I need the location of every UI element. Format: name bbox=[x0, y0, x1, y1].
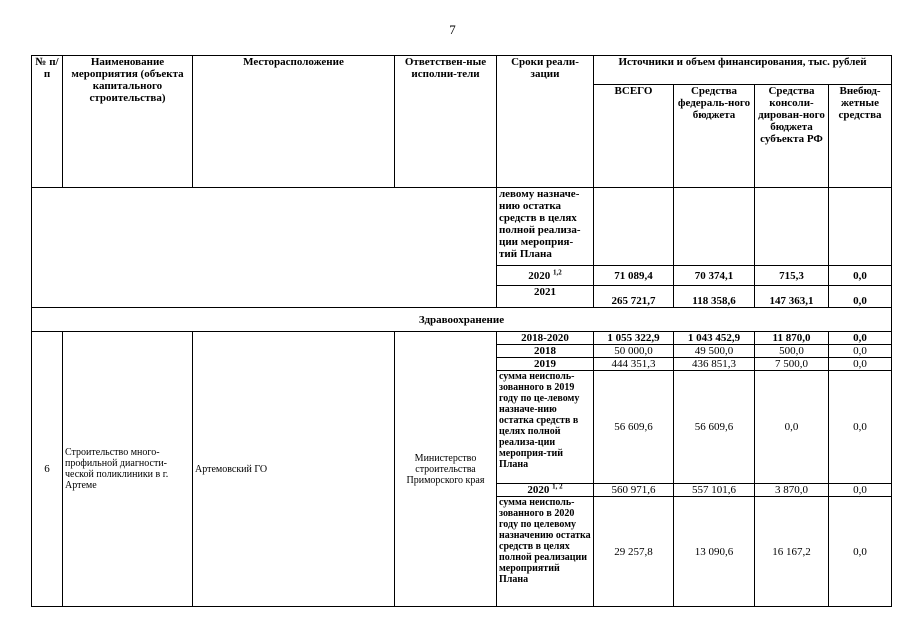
footnote-marker: 1, 2 bbox=[552, 483, 563, 491]
header-terms: Сроки реали-зации bbox=[497, 56, 594, 188]
header-location: Месторасположение bbox=[193, 56, 395, 188]
federal-cell: 49 500,0 bbox=[674, 345, 755, 358]
item-location: Артемовский ГО bbox=[193, 332, 395, 607]
header-num: № п/ п bbox=[32, 56, 63, 188]
total-cell: 560 971,6 bbox=[594, 484, 674, 497]
header-responsible: Ответствен-ные исполни-тели bbox=[395, 56, 497, 188]
term-cell: 2019 bbox=[497, 358, 594, 371]
term-cell: 2020 $^{1, 2}$ bbox=[497, 484, 594, 497]
total-cell: 29 257,8 bbox=[594, 497, 674, 607]
consolidated-cell: 500,0 bbox=[755, 345, 829, 358]
federal-cell: 436 851,3 bbox=[674, 358, 755, 371]
item-name: Строительство много-профильной диагности-ческой поликлиники в г. Артеме bbox=[63, 332, 193, 607]
consolidated-cell: 3 870,0 bbox=[755, 484, 829, 497]
consolidated-cell: 715,3 bbox=[755, 266, 829, 286]
table-row bbox=[32, 188, 892, 266]
consolidated-cell bbox=[755, 188, 829, 266]
financing-table bbox=[31, 55, 892, 607]
federal-cell: 118 358,6 bbox=[674, 286, 755, 308]
term-cell: 2020 $^{1,2}$ bbox=[497, 266, 594, 286]
header-offbudget: Внебюд-жетные средства bbox=[829, 85, 892, 188]
federal-cell: 13 090,6 bbox=[674, 497, 755, 607]
offbudget-cell: 0,0 bbox=[829, 371, 892, 484]
header-consolidated: Средства консоли-дирован-ного бюджета субъекта РФ bbox=[755, 85, 829, 188]
federal-cell: 1 043 452,9 bbox=[674, 332, 755, 345]
consolidated-cell: 16 167,2 bbox=[755, 497, 829, 607]
total-cell bbox=[594, 188, 674, 266]
header-name: Наименование мероприятия (объекта капитального строительства) bbox=[63, 56, 193, 188]
offbudget-cell bbox=[829, 188, 892, 266]
section-title: Здравоохранение bbox=[32, 308, 892, 332]
offbudget-cell: 0,0 bbox=[829, 266, 892, 286]
offbudget-cell: 0,0 bbox=[829, 345, 892, 358]
page-number: 7 bbox=[449, 22, 456, 37]
total-cell: 50 000,0 bbox=[594, 345, 674, 358]
term-cell: левому назначе-нию остатка средств в целях полной реализа-ции мероприя-тий Плана bbox=[497, 188, 594, 266]
total-cell: 265 721,7 bbox=[594, 286, 674, 308]
offbudget-cell: 0,0 bbox=[829, 484, 892, 497]
item-responsible: Министерство строительства Приморского края bbox=[395, 332, 497, 607]
continuation-blank-cell bbox=[32, 188, 497, 308]
term-cell: 2018-2020 bbox=[497, 332, 594, 345]
consolidated-cell: 147 363,1 bbox=[755, 286, 829, 308]
header-sources: Источники и объем финансирования, тыс. рублей bbox=[594, 56, 892, 85]
consolidated-cell: 0,0 bbox=[755, 371, 829, 484]
term-cell: сумма неисполь-зованного в 2020 году по целевому назначению остатка средств в целях полной реализации мероприятий Плана bbox=[497, 497, 594, 607]
header-federal: Средства федераль-ного бюджета bbox=[674, 85, 755, 188]
offbudget-cell: 0,0 bbox=[829, 332, 892, 345]
consolidated-cell: 7 500,0 bbox=[755, 358, 829, 371]
footnote-marker: 1,2 bbox=[553, 267, 562, 276]
offbudget-cell: 0,0 bbox=[829, 286, 892, 308]
federal-cell: 56 609,6 bbox=[674, 371, 755, 484]
section-row bbox=[32, 308, 892, 332]
total-cell: 444 351,3 bbox=[594, 358, 674, 371]
offbudget-cell: 0,0 bbox=[829, 358, 892, 371]
item-number: 6 bbox=[32, 332, 63, 607]
federal-cell: 70 374,1 bbox=[674, 266, 755, 286]
header-row bbox=[32, 56, 892, 85]
offbudget-cell: 0,0 bbox=[829, 497, 892, 607]
federal-cell bbox=[674, 188, 755, 266]
total-cell: 71 089,4 bbox=[594, 266, 674, 286]
consolidated-cell: 11 870,0 bbox=[755, 332, 829, 345]
federal-cell: 557 101,6 bbox=[674, 484, 755, 497]
total-cell: 56 609,6 bbox=[594, 371, 674, 484]
total-cell: 1 055 322,9 bbox=[594, 332, 674, 345]
header-total: ВСЕГО bbox=[594, 85, 674, 188]
term-cell: 2018 bbox=[497, 345, 594, 358]
term-cell: сумма неисполь-зованного в 2019 году по це-левому назначе-нию остатка средств в целях полной реализа-ции мероприя-тий Плана bbox=[497, 371, 594, 484]
term-cell: 2021 bbox=[497, 286, 594, 308]
table-row bbox=[32, 332, 892, 345]
